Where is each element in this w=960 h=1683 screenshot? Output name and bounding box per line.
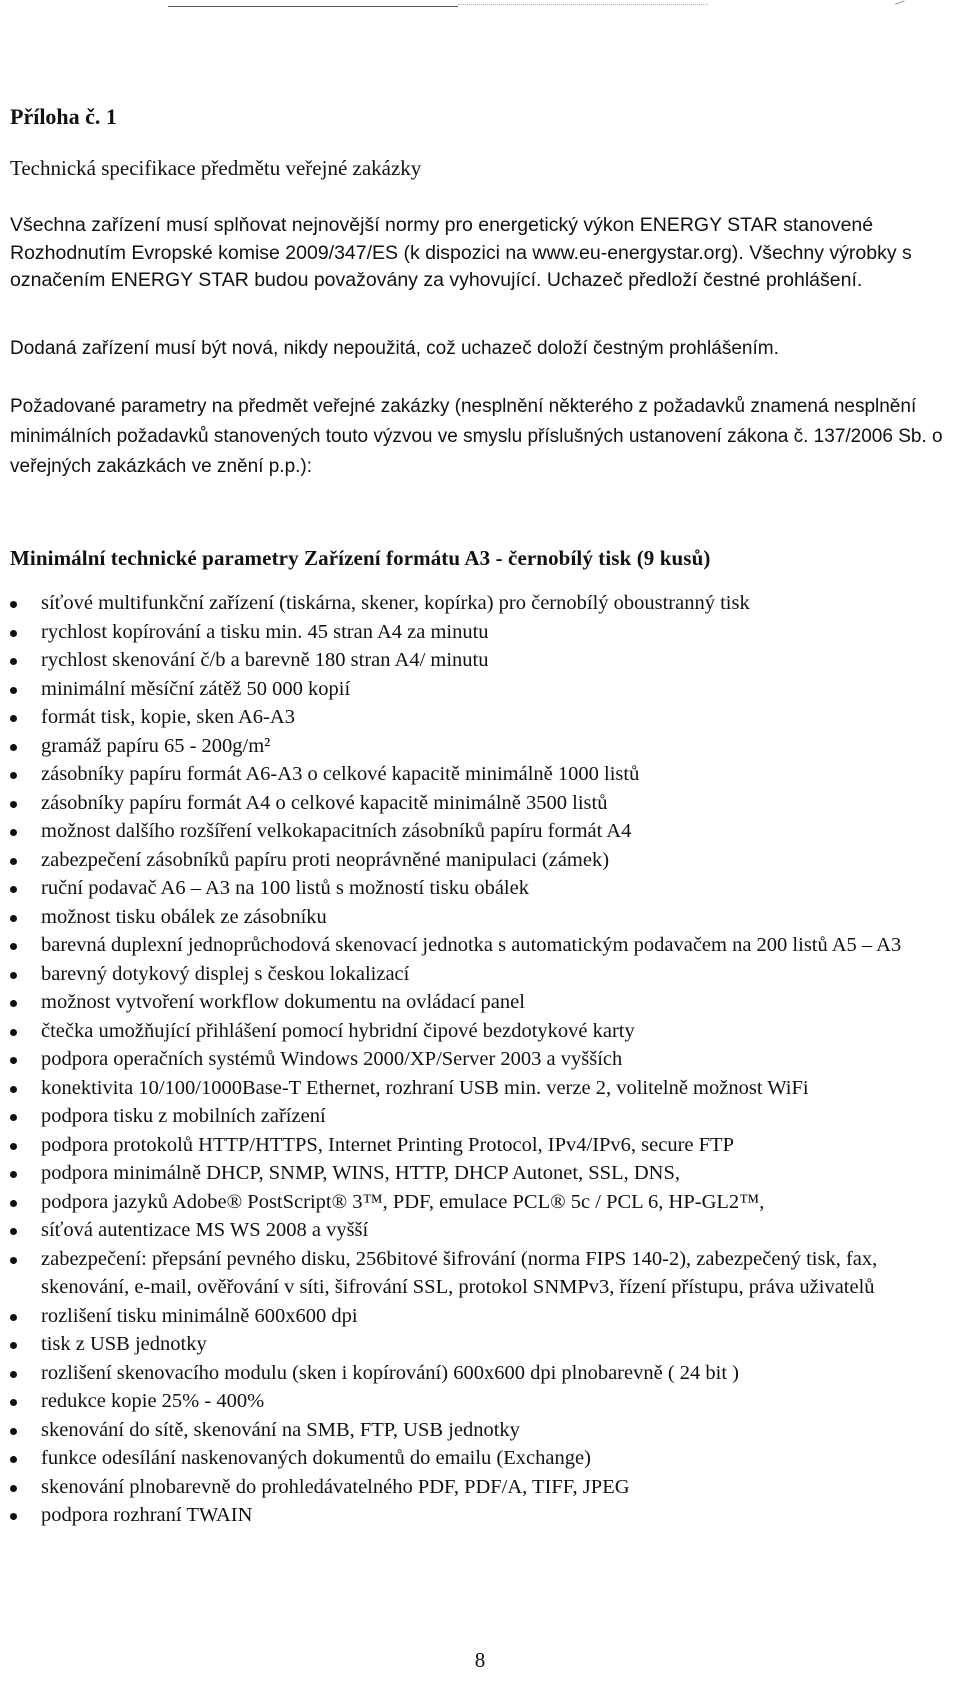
- bullet-icon: [10, 1228, 17, 1235]
- list-item-text: podpora operačních systémů Windows 2000/XP/Server 2003 a vyšších: [41, 1048, 623, 1070]
- bullet-icon: [10, 1171, 17, 1178]
- bullet-icon: [10, 801, 17, 808]
- scan-artifact-line: [168, 6, 458, 7]
- list-item-text: rychlost kopírování a tisku min. 45 stran A4 za minutu: [41, 620, 489, 643]
- list-item-text: podpora protokolů HTTP/HTTPS, Internet Printing Protocol, IPv4/IPv6, secure FTP: [41, 1133, 734, 1156]
- list-item-text: rozlišení skenovacího modulu (sken i kopírování) 600x600 dpi plnobarevně ( 24 bit ): [41, 1361, 740, 1384]
- bullet-icon: [10, 630, 17, 637]
- bullet-icon: [10, 658, 17, 665]
- list-item: [0, 1159, 960, 1188]
- list-item-text: síťové multifunkční zařízení (tiskárna, skener, kopírka) pro černobílý oboustranný tisk: [41, 592, 750, 614]
- bullet-icon: [10, 1399, 17, 1406]
- list-item: [0, 1216, 960, 1245]
- list-item: [0, 1017, 960, 1046]
- list-item: [0, 1045, 960, 1074]
- bullet-icon: [10, 1428, 17, 1435]
- list-item-text: síťová autentizace MS WS 2008 a vyšší: [41, 1219, 369, 1241]
- list-item-text: zásobníky papíru formát A4 o celkové kapacitě minimálně 3500 listů: [41, 791, 608, 814]
- bullet-icon: [10, 829, 17, 836]
- bullet-icon: [10, 972, 17, 979]
- list-item: [0, 1131, 960, 1160]
- bullet-icon: [10, 687, 17, 694]
- list-item-text: skenování do sítě, skenování na SMB, FTP, USB jednotky: [41, 1418, 520, 1441]
- list-item: [0, 1473, 960, 1502]
- bullet-icon: [10, 1000, 17, 1007]
- list-item: [0, 1501, 960, 1530]
- list-item-text: ruční podavač A6 – A3 na 100 listů s možností tisku obálek: [41, 877, 529, 899]
- bullet-icon: [10, 601, 17, 608]
- list-item-text: možnost tisku obálek ze zásobníku: [41, 905, 327, 928]
- list-item-text: barevný dotykový displej s českou lokalizací: [41, 962, 410, 985]
- list-item: [0, 1387, 960, 1416]
- annex-label: Příloha č. 1: [10, 104, 117, 129]
- list-item: [0, 817, 960, 846]
- list-item-text: možnost dalšího rozšíření velkokapacitních zásobníků papíru formát A4: [41, 820, 632, 842]
- bullet-icon: [10, 744, 17, 751]
- list-item-text: tisk z USB jednotky: [41, 1333, 207, 1355]
- list-item: [0, 874, 960, 903]
- feature-list: [0, 589, 960, 1530]
- list-item: [0, 1416, 960, 1445]
- bullet-icon: [10, 772, 17, 779]
- list-item-text: podpora jazyků Adobe® PostScript® 3™, PDF, emulace PCL® 5c / PCL 6, HP-GL2™,: [41, 1190, 765, 1213]
- bullet-icon: [10, 1257, 17, 1264]
- list-item-text: čtečka umožňující přihlášení pomocí hybridní čipové bezdotykové karty: [41, 1019, 635, 1042]
- list-item: [0, 589, 960, 618]
- list-item: [0, 1102, 960, 1131]
- new-devices-paragraph: Dodaná zařízení musí být nová, nikdy nepoužitá, což uchazeč doloží čestným prohlášením.: [10, 338, 779, 359]
- list-item-text: zabezpečení zásobníků papíru proti neoprávněné manipulaci (zámek): [41, 848, 610, 871]
- requirements-paragraph: Požadované parametry na předmět veřejné zakázky (nesplnění některého z požadavků znamená nesplnění minimálních požadavků stanovených touto výzvou ve smyslu příslušných ustanovení zákona č. 137/2006 Sb. o veřejných zakázkách ve znění p.p.):: [10, 396, 943, 477]
- bullet-icon: [10, 1371, 17, 1378]
- list-item: [0, 618, 960, 647]
- bullet-icon: [10, 1342, 17, 1349]
- list-item: [0, 960, 960, 989]
- bullet-icon: [10, 1485, 17, 1492]
- bullet-icon: [10, 1143, 17, 1150]
- bullet-icon: [10, 1029, 17, 1036]
- list-item-text: formát tisk, kopie, sken A6-A3: [41, 706, 295, 728]
- list-item: [0, 1359, 960, 1388]
- section-title: Minimální technické parametry Zařízení formátu A3 - černobílý tisk (9 kusů): [10, 546, 711, 570]
- list-item: [0, 1245, 960, 1302]
- bullet-icon: [10, 1057, 17, 1064]
- list-item: [0, 1302, 960, 1331]
- list-item: [0, 1074, 960, 1103]
- list-item-text: možnost vytvoření workflow dokumentu na ovládací panel: [41, 991, 525, 1013]
- bullet-icon: [10, 1086, 17, 1093]
- list-item: [0, 1188, 960, 1217]
- scan-artifact-mark: [895, 0, 905, 5]
- bullet-icon: [10, 886, 17, 893]
- list-item-text: podpora minimálně DHCP, SNMP, WINS, HTTP, DHCP Autonet, SSL, DNS,: [41, 1162, 680, 1184]
- page-number: 8: [474, 1648, 486, 1672]
- list-item: [0, 846, 960, 875]
- energy-star-paragraph: Všechna zařízení musí splňovat nejnovější normy pro energetický výkon ENERGY STAR stanovené Rozhodnutím Evropské komise 2009/347/ES (k dispozici na www.eu-energystar.org). Všechny výrobky s označením ENERGY STAR budou považovány za vyhovující. Uchazeč předloží čestné prohlášení.: [10, 214, 912, 291]
- list-item: [0, 1330, 960, 1359]
- bullet-icon: [10, 858, 17, 865]
- document-subtitle: Technická specifikace předmětu veřejné zakázky: [10, 156, 422, 180]
- list-item-text: podpora rozhraní TWAIN: [41, 1504, 253, 1526]
- list-item: [0, 931, 960, 960]
- bullet-icon: [10, 1456, 17, 1463]
- bullet-icon: [10, 1314, 17, 1321]
- list-item-text: redukce kopie 25% - 400%: [41, 1390, 265, 1412]
- list-item-text: zásobníky papíru formát A6-A3 o celkové kapacitě minimálně 1000 listů: [41, 763, 640, 785]
- list-item-text: skenování plnobarevně do prohledávatelného PDF, PDF/A, TIFF, JPEG: [41, 1475, 630, 1498]
- list-item-text: barevná duplexní jednoprůchodová skenovací jednotka s automatickým podavačem na 200 listů A5 – A3: [41, 934, 902, 956]
- bullet-icon: [10, 1513, 17, 1520]
- bullet-icon: [10, 715, 17, 722]
- list-item: [0, 988, 960, 1017]
- bullet-icon: [10, 1114, 17, 1121]
- bullet-icon: [10, 1200, 17, 1207]
- list-item-text: minimální měsíční zátěž 50 000 kopií: [41, 677, 351, 700]
- list-item: [0, 1444, 960, 1473]
- list-item: [0, 675, 960, 704]
- list-item-text: rozlišení tisku minimálně 600x600 dpi: [41, 1304, 358, 1327]
- list-item: [0, 703, 960, 732]
- list-item-text: funkce odesílání naskenovaných dokumentů do emailu (Exchange): [41, 1447, 591, 1469]
- list-item: [0, 760, 960, 789]
- list-item-text: gramáž papíru 65 - 200g/m²: [41, 734, 271, 757]
- list-item-text: rychlost skenování č/b a barevně 180 stran A4/ minutu: [41, 649, 489, 671]
- bullet-icon: [10, 943, 17, 950]
- list-item-text: konektivita 10/100/1000Base-T Ethernet, rozhraní USB min. verze 2, volitelně možnost WiFi: [41, 1076, 809, 1099]
- list-item: [0, 732, 960, 761]
- list-item: [0, 646, 960, 675]
- scan-artifact-noise: [458, 4, 708, 7]
- list-item-text: zabezpečení: přepsání pevného disku, 256bitové šifrování (norma FIPS 140-2), zabezpečený tisk, fax, skenování, e-mail, ověřování v síti, šifrování SSL, protokol SNMPv3, řízení přístupu, práva uživatelů: [41, 1247, 878, 1298]
- bullet-icon: [10, 915, 17, 922]
- list-item: [0, 903, 960, 932]
- list-item-text: podpora tisku z mobilních zařízení: [41, 1105, 326, 1127]
- list-item: [0, 789, 960, 818]
